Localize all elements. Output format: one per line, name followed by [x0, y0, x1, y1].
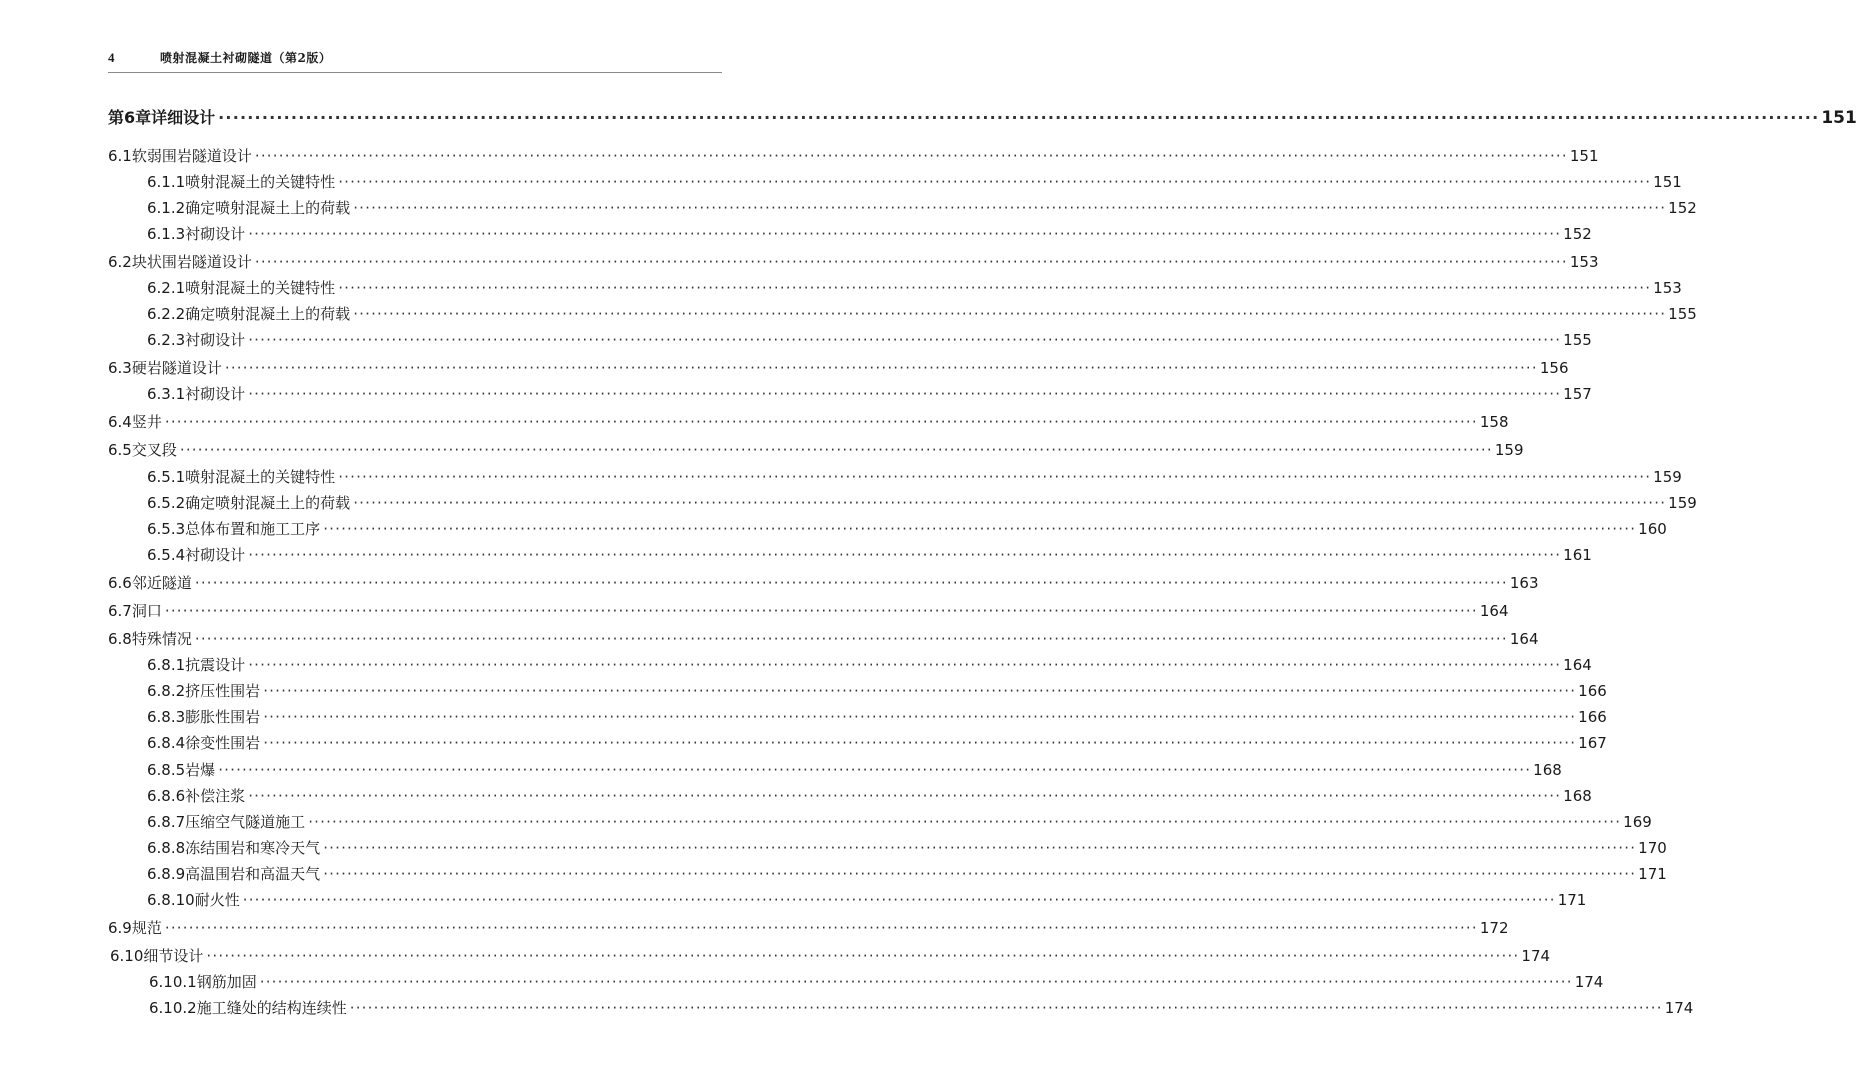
- dot-leader: ····························································································································································································································: [338, 279, 1652, 297]
- toc-entry[interactable]: [147, 171, 1682, 193]
- toc-entry-page: 152: [1668, 199, 1697, 217]
- toc-entry-number: 6.1.1: [147, 173, 186, 191]
- book-title: 喷射混凝土衬砌隧道（第2版）: [160, 51, 332, 65]
- toc-entry-page: 151: [1821, 108, 1857, 128]
- toc-entry-page: 164: [1563, 656, 1592, 674]
- toc-entry-title: 规范: [131, 919, 162, 937]
- toc-entry[interactable]: [108, 917, 1509, 939]
- toc-entry-page: 160: [1638, 520, 1667, 538]
- toc-entry-title: 压缩空气隧道施工: [185, 813, 306, 831]
- dot-leader: ····························································································································································································································: [218, 108, 1820, 127]
- toc-entry[interactable]: [147, 277, 1682, 299]
- toc-entry-title: 岩爆: [185, 761, 216, 779]
- dot-leader: ····························································································································································································································: [248, 385, 1562, 403]
- dot-leader: ····························································································································································································································: [263, 682, 1577, 700]
- toc-entry-page: 174: [1521, 947, 1551, 965]
- toc-entry-title: 喷射混凝土的关键特性: [185, 468, 336, 486]
- toc-entry-number: 6.6: [108, 574, 132, 592]
- toc-entry[interactable]: [149, 997, 1694, 1019]
- dot-leader: ····························································································································································································································: [254, 147, 1568, 165]
- toc-entry-title: 衬砌设计: [185, 331, 246, 349]
- toc-entry-number: 6.7: [108, 602, 132, 620]
- toc-entry[interactable]: [110, 945, 1551, 967]
- toc-entry-page: 159: [1653, 468, 1682, 486]
- toc-entry[interactable]: [147, 811, 1652, 833]
- toc-entry[interactable]: [147, 518, 1667, 540]
- toc-entry-page: 161: [1563, 546, 1592, 564]
- toc-entry-number: 6.8: [108, 630, 132, 648]
- toc-entry-number: 6.2.1: [147, 279, 186, 297]
- page-number: 4: [108, 50, 115, 65]
- dot-leader: ····························································································································································································································: [349, 999, 1663, 1017]
- toc-entry[interactable]: [147, 889, 1587, 911]
- toc-entry-title: 补偿注浆: [185, 787, 246, 805]
- toc-entry-page: 170: [1638, 839, 1667, 857]
- dot-leader: ····························································································································································································································: [194, 574, 1508, 592]
- toc-entry[interactable]: [147, 544, 1592, 566]
- dot-leader: ····························································································································································································································: [254, 253, 1568, 271]
- dot-leader: ····························································································································································································································: [263, 708, 1577, 726]
- toc-entry-title: 竖井: [131, 413, 162, 431]
- toc-entry[interactable]: [149, 971, 1604, 993]
- toc-entry-number: 6.8.3: [147, 708, 186, 726]
- toc-entry-number: 6.5.4: [147, 546, 186, 564]
- toc-entry-page: 153: [1653, 279, 1682, 297]
- toc-entry-page: 158: [1479, 413, 1509, 431]
- toc-entry-number: 6.8.7: [147, 813, 186, 831]
- toc-entry-title: 冻结围岩和寒冷天气: [185, 839, 321, 857]
- toc-entry-page: 153: [1569, 253, 1599, 271]
- toc-entry-page: 169: [1623, 813, 1652, 831]
- toc-entry-title: 喷射混凝土的关键特性: [185, 279, 336, 297]
- dot-leader: ····························································································································································································································: [248, 546, 1562, 564]
- dot-leader: ····························································································································································································································: [353, 305, 1667, 323]
- toc-entry[interactable]: [108, 357, 1569, 379]
- dot-leader: ····························································································································································································································: [338, 468, 1652, 486]
- toc-entry-number: 6.8.4: [147, 734, 186, 752]
- toc-entry[interactable]: [147, 654, 1592, 676]
- toc-entry-page: 166: [1578, 682, 1607, 700]
- toc-entry-page: 172: [1479, 919, 1509, 937]
- toc-entry[interactable]: [108, 628, 1539, 650]
- toc-entry-number: 6.8.2: [147, 682, 186, 700]
- toc-entry[interactable]: [147, 706, 1607, 728]
- toc-entry-page: 171: [1557, 891, 1587, 909]
- toc-entry-number: 6.3: [108, 359, 132, 377]
- toc-entry-number: 6.2.3: [147, 331, 186, 349]
- toc-entry-number: 6.9: [108, 919, 132, 937]
- toc-entry[interactable]: [108, 251, 1599, 273]
- toc-entry-title: 硬岩隧道设计: [131, 359, 222, 377]
- dot-leader: ····························································································································································································································: [353, 199, 1667, 217]
- toc-entry[interactable]: [147, 383, 1592, 405]
- toc-entry[interactable]: [147, 732, 1607, 754]
- toc-entry-title: 软弱围岩隧道设计: [131, 147, 252, 165]
- toc-entry-title: 衬砌设计: [185, 225, 246, 243]
- toc-entry-number: 第6章: [108, 108, 152, 127]
- toc-entry-page: 163: [1509, 574, 1539, 592]
- dot-leader: ····························································································································································································································: [206, 947, 1520, 965]
- toc-entry[interactable]: [147, 223, 1592, 245]
- toc-entry-page: 164: [1509, 630, 1539, 648]
- toc-entry-page: 168: [1563, 787, 1592, 805]
- toc-entry[interactable]: [147, 785, 1592, 807]
- toc-entry-title: 交叉段: [131, 441, 177, 459]
- dot-leader: ····························································································································································································································: [248, 656, 1562, 674]
- toc-chapter-entry[interactable]: [108, 107, 1857, 129]
- toc-entry-page: 155: [1668, 305, 1697, 323]
- dot-leader: ····························································································································································································································: [263, 734, 1577, 752]
- toc-entry-title: 细节设计: [143, 947, 204, 965]
- toc-entry-number: 6.8.5: [147, 761, 186, 779]
- toc-entry-number: 6.8.1: [147, 656, 186, 674]
- toc-entry[interactable]: [147, 863, 1667, 885]
- toc-entry-title: 挤压性围岩: [185, 682, 261, 700]
- toc-entry-page: 156: [1539, 359, 1569, 377]
- toc-entry-number: 6.10.2: [149, 999, 197, 1017]
- dot-leader: ····························································································································································································································: [164, 413, 1478, 431]
- toc-entry-page: 174: [1574, 973, 1604, 991]
- toc-entry-page: 166: [1578, 708, 1607, 726]
- toc-entry-title: 耐火性: [194, 891, 240, 909]
- dot-leader: ····························································································································································································································: [248, 331, 1562, 349]
- toc-entry-number: 6.10: [110, 947, 144, 965]
- dot-leader: ····························································································································································································································: [323, 865, 1637, 883]
- dot-leader: ····························································································································································································································: [248, 787, 1562, 805]
- dot-leader: ····························································································································································································································: [224, 359, 1538, 377]
- dot-leader: ····························································································································································································································: [164, 602, 1478, 620]
- dot-leader: ····························································································································································································································: [259, 973, 1573, 991]
- dot-leader: ····························································································································································································································: [323, 839, 1637, 857]
- toc-entry-number: 6.2: [108, 253, 132, 271]
- toc-entry-page: 159: [1668, 494, 1697, 512]
- toc-entry[interactable]: [108, 600, 1509, 622]
- toc-entry-page: 157: [1563, 385, 1592, 403]
- toc-entry-number: 6.8.10: [147, 891, 195, 909]
- toc-entry-number: 6.1: [108, 147, 132, 165]
- toc-entry[interactable]: [147, 759, 1562, 781]
- dot-leader: ····························································································································································································································: [179, 441, 1493, 459]
- toc-entry-number: 6.5.2: [147, 494, 186, 512]
- dot-leader: ····························································································································································································································: [323, 520, 1637, 538]
- toc-entry-title: 膨胀性围岩: [185, 708, 261, 726]
- toc-entry-number: 6.10.1: [149, 973, 197, 991]
- toc-entry-title: 徐变性围岩: [185, 734, 261, 752]
- toc-entry-page: 152: [1563, 225, 1592, 243]
- toc-entry-title: 钢筋加固: [196, 973, 257, 991]
- toc-entry[interactable]: [108, 439, 1524, 461]
- toc-entry[interactable]: [147, 466, 1682, 488]
- toc-entry-title: 洞口: [131, 602, 162, 620]
- toc-entry-title: 确定喷射混凝土上的荷载: [185, 494, 351, 512]
- toc-entry[interactable]: [147, 680, 1607, 702]
- toc-entry-page: 168: [1533, 761, 1562, 779]
- toc-entry[interactable]: [147, 197, 1697, 219]
- toc-entry-title: 确定喷射混凝土上的荷载: [185, 199, 351, 217]
- toc-entry-number: 6.4: [108, 413, 132, 431]
- toc-entry-title: 块状围岩隧道设计: [131, 253, 252, 271]
- toc-entry[interactable]: [147, 492, 1697, 514]
- toc-entry-title: 总体布置和施工工序: [185, 520, 321, 538]
- toc-entry-number: 6.5.3: [147, 520, 186, 538]
- toc-entry-page: 159: [1494, 441, 1524, 459]
- toc-entry-title: 详细设计: [151, 108, 216, 127]
- toc-entry-title: 邻近隧道: [131, 574, 192, 592]
- dot-leader: ····························································································································································································································: [218, 761, 1532, 779]
- toc-entry-title: 衬砌设计: [185, 385, 246, 403]
- toc-entry[interactable]: [108, 145, 1599, 167]
- dot-leader: ····························································································································································································································: [164, 919, 1478, 937]
- dot-leader: ····························································································································································································································: [194, 630, 1508, 648]
- toc-entry-number: 6.8.9: [147, 865, 186, 883]
- toc-entry[interactable]: [108, 572, 1539, 594]
- toc-entry[interactable]: [147, 329, 1592, 351]
- toc-entry-number: 6.1.2: [147, 199, 186, 217]
- toc-entry-page: 151: [1569, 147, 1599, 165]
- toc-entry-title: 确定喷射混凝土上的荷载: [185, 305, 351, 323]
- toc-entry[interactable]: [147, 303, 1697, 325]
- toc-entry-title: 衬砌设计: [185, 546, 246, 564]
- toc-entry-page: 151: [1653, 173, 1682, 191]
- toc-entry-title: 特殊情况: [131, 630, 192, 648]
- dot-leader: ····························································································································································································································: [248, 225, 1562, 243]
- dot-leader: ····························································································································································································································: [308, 813, 1622, 831]
- toc-entry-title: 施工缝处的结构连续性: [196, 999, 347, 1017]
- toc-entry-title: 喷射混凝土的关键特性: [185, 173, 336, 191]
- toc-entry-page: 174: [1664, 999, 1694, 1017]
- dot-leader: ····························································································································································································································: [242, 891, 1556, 909]
- toc-entry-number: 6.8.8: [147, 839, 186, 857]
- dot-leader: ····························································································································································································································: [353, 494, 1667, 512]
- toc-entry-page: 167: [1578, 734, 1607, 752]
- toc-entry-number: 6.1.3: [147, 225, 186, 243]
- toc-entry-number: 6.3.1: [147, 385, 186, 403]
- toc-entry-title: 高温围岩和高温天气: [185, 865, 321, 883]
- toc-entry-number: 6.2.2: [147, 305, 186, 323]
- toc-entry[interactable]: [108, 411, 1509, 433]
- toc-entry[interactable]: [147, 837, 1667, 859]
- dot-leader: ····························································································································································································································: [338, 173, 1652, 191]
- toc-entry-title: 抗震设计: [185, 656, 246, 674]
- toc-entry-number: 6.8.6: [147, 787, 186, 805]
- toc-entry-number: 6.5.1: [147, 468, 186, 486]
- toc-entry-page: 171: [1638, 865, 1667, 883]
- toc-entry-number: 6.5: [108, 441, 132, 459]
- toc-entry-page: 164: [1479, 602, 1509, 620]
- toc-entry-page: 155: [1563, 331, 1592, 349]
